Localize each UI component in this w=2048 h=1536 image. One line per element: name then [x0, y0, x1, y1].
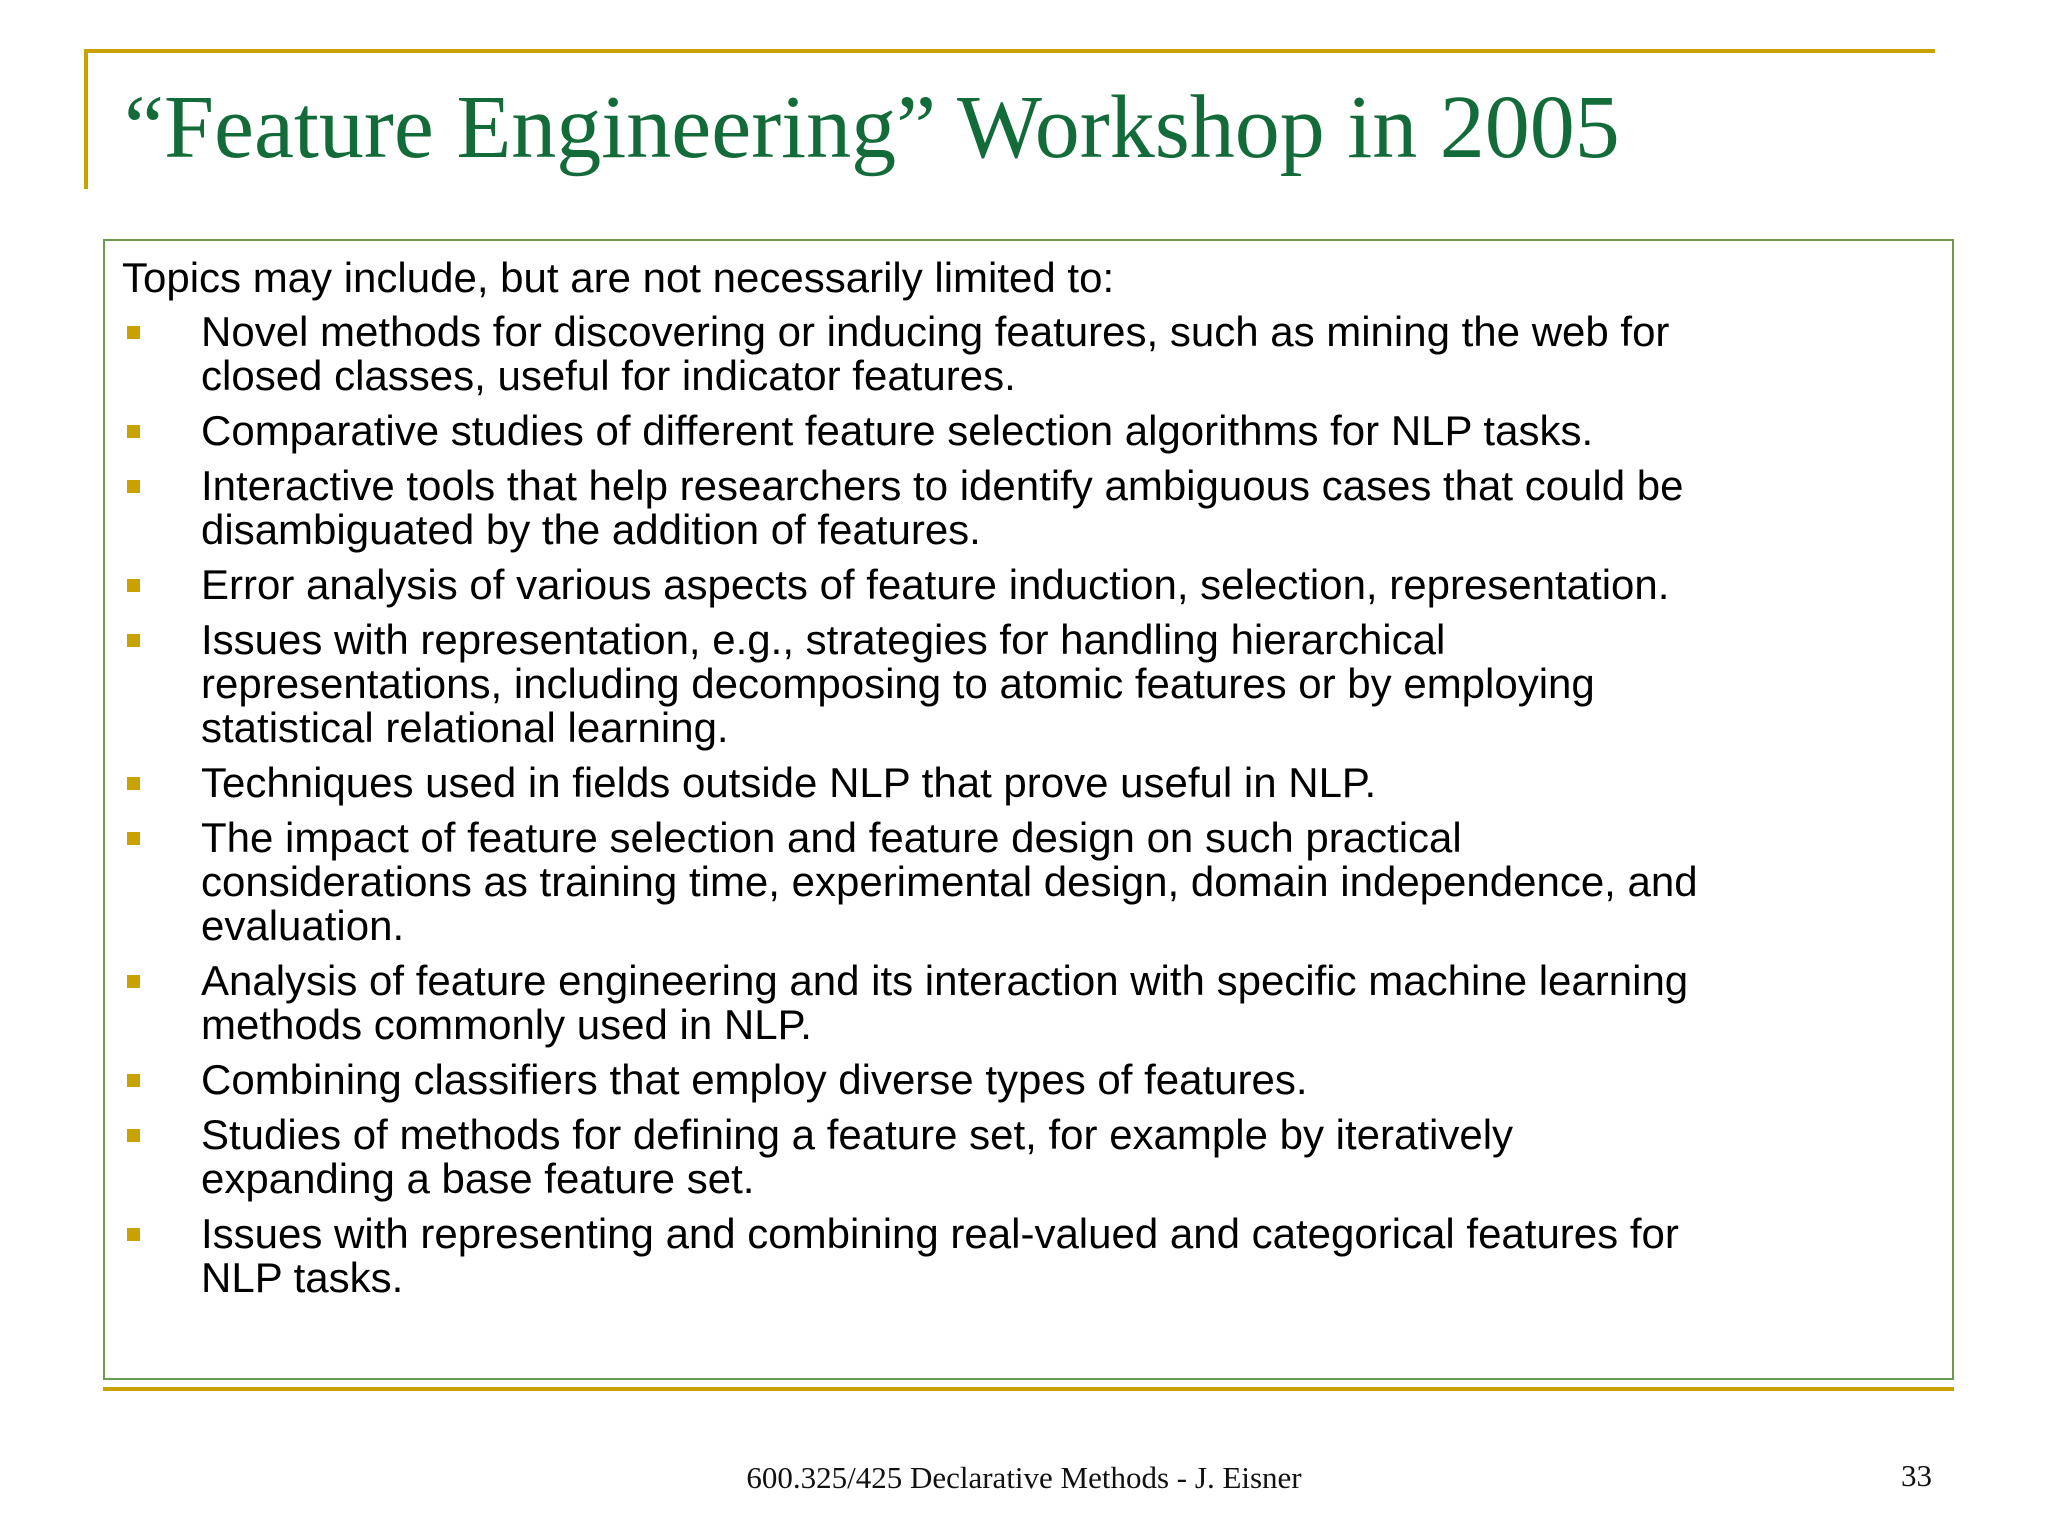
topic-item	[122, 1212, 1942, 1300]
topic-item	[122, 618, 1942, 750]
topics-list	[122, 310, 1942, 1311]
topic-line: considerations as training time, experimental design, domain independence, and	[201, 858, 1698, 905]
topic-item	[122, 761, 1942, 805]
topic-line: Novel methods for discovering or inducing features, such as mining the web for	[201, 308, 1670, 355]
topic-line: Issues with representing and combining real-valued and categorical features for	[201, 1210, 1679, 1257]
slide-footer: 600.325/425 Declarative Methods - J. Eisner	[746, 1460, 1302, 1495]
square-bullet-icon	[127, 480, 140, 493]
topic-line: Error analysis of various aspects of feature induction, selection, representation.	[201, 561, 1670, 608]
topic-line: Studies of methods for defining a feature set, for example by iteratively	[201, 1111, 1514, 1158]
square-bullet-icon	[127, 777, 140, 790]
square-bullet-icon	[127, 425, 140, 438]
topics-intro: Topics may include, but are not necessarily limited to:	[122, 254, 1115, 301]
top-accent-line	[84, 49, 1935, 53]
topic-item	[122, 310, 1942, 398]
topic-line: expanding a base feature set.	[201, 1155, 755, 1202]
square-bullet-icon	[127, 832, 140, 845]
topic-line: Comparative studies of different feature selection algorithms for NLP tasks.	[201, 407, 1594, 454]
topic-line: Issues with representation, e.g., strategies for handling hierarchical	[201, 616, 1446, 663]
topic-line: representations, including decomposing to atomic features or by employing	[201, 660, 1595, 707]
square-bullet-icon	[127, 579, 140, 592]
topic-line: statistical relational learning.	[201, 704, 729, 751]
square-bullet-icon	[127, 1074, 140, 1087]
topic-line: methods commonly used in NLP.	[201, 1001, 812, 1048]
topic-line: The impact of feature selection and feature design on such practical	[201, 814, 1462, 861]
topic-item	[122, 464, 1942, 552]
topic-line: Techniques used in fields outside NLP that prove useful in NLP.	[201, 759, 1377, 806]
topic-line: evaluation.	[201, 902, 405, 949]
square-bullet-icon	[127, 975, 140, 988]
topic-item	[122, 1058, 1942, 1102]
topic-line: Interactive tools that help researchers to identify ambiguous cases that could be	[201, 462, 1684, 509]
topic-line: NLP tasks.	[201, 1254, 404, 1301]
topic-line: Analysis of feature engineering and its interaction with specific machine learning	[201, 957, 1689, 1004]
topic-item	[122, 816, 1942, 948]
topic-item	[122, 563, 1942, 607]
topic-line: closed classes, useful for indicator features.	[201, 352, 1016, 399]
topic-line: disambiguated by the addition of features.	[201, 506, 981, 553]
topic-item	[122, 959, 1942, 1047]
topic-line: Combining classifiers that employ diverse types of features.	[201, 1056, 1308, 1103]
left-accent-line	[84, 49, 88, 189]
square-bullet-icon	[127, 634, 140, 647]
slide-title: “Feature Engineering” Workshop in 2005	[124, 78, 1620, 177]
topic-item	[122, 409, 1942, 453]
square-bullet-icon	[127, 1129, 140, 1142]
slide-number: 33	[1901, 1458, 1932, 1493]
square-bullet-icon	[127, 1228, 140, 1241]
bottom-accent-line	[103, 1387, 1954, 1391]
square-bullet-icon	[127, 326, 140, 339]
topic-item	[122, 1113, 1942, 1201]
